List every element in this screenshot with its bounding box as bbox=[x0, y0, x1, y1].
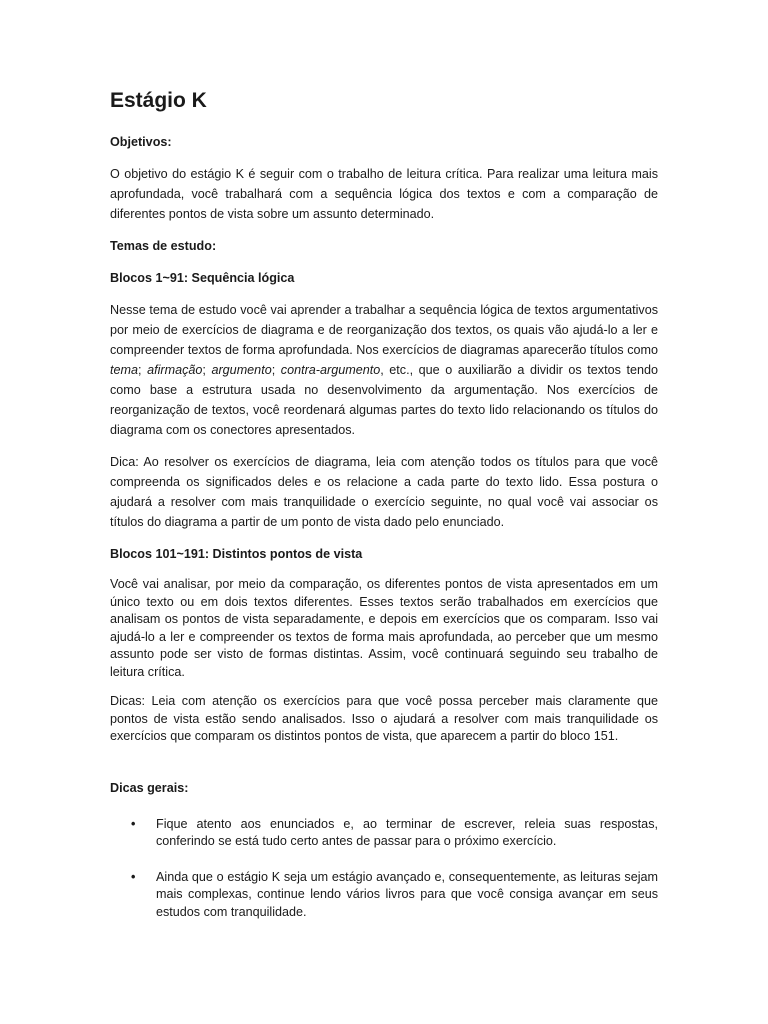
separator: ; bbox=[202, 363, 212, 377]
list-item bbox=[110, 869, 658, 922]
list-item bbox=[110, 816, 658, 851]
blocos-1-91-heading: Blocos 1~91: Sequência lógica bbox=[110, 271, 295, 285]
separator: ; bbox=[271, 363, 281, 377]
sequencia-logica-paragraph bbox=[110, 300, 658, 440]
objetivos-heading: Objetivos: bbox=[110, 135, 172, 149]
document-page bbox=[110, 88, 658, 939]
list-item-text: Ainda que o estágio K seja um estágio avançado e, consequentemente, as leituras sejam mais complexas, continue lendo vários livros para que você consiga avançar em seus estudos com tranquilidade. bbox=[156, 869, 658, 919]
blocos-101-191-heading: Blocos 101~191: Distintos pontos de vista bbox=[110, 547, 363, 561]
list-item-text: Fique atento aos enunciados e, ao terminar de escrever, releia suas respostas, conferindo se está tudo certo antes de passar para o próximo exercício. bbox=[156, 816, 658, 848]
dicas-paragraph: Dicas: Leia com atenção os exercícios para que você possa perceber mais claramente que pontos de vista estão sendo analisados. Isso o ajudará a resolver com mais tranquilidade os exercícios que comparam os distintos pontos de vista, que aparecem a partir do bloco 151. bbox=[110, 694, 658, 743]
term-tema: tema bbox=[110, 363, 138, 377]
objetivos-paragraph: O objetivo do estágio K é seguir com o trabalho de leitura crítica. Para realizar uma leitura mais aprofundada, você trabalhará com a sequência lógica dos textos e com a comparação de diferentes pontos de vista sobre um assunto determinado. bbox=[110, 167, 658, 221]
term-argumento: argumento bbox=[211, 363, 272, 377]
paragraph-text: Nesse tema de estudo você vai aprender a trabalhar a sequência lógica de textos argumentativos por meio de exercícios de diagrama e de reorganização dos textos, os quais vão ajudá-lo a ler e compreender textos de forma aprofundada. Nos exercícios de diagramas aparecerão títulos como bbox=[110, 303, 658, 357]
bullet-icon: • bbox=[131, 869, 136, 884]
bullet-icon: • bbox=[131, 816, 136, 831]
term-afirmacao: afirmação bbox=[147, 363, 203, 377]
dicas-gerais-heading: Dicas gerais: bbox=[110, 780, 189, 795]
separator: ; bbox=[138, 363, 148, 377]
paragraph-text: , etc., que o auxiliarão a dividir os textos tendo como base a estrutura usada no desenvolvimento da argumentação. Nos exercícios de reorganização de textos, você reordenará algumas partes do texto lido relacionando os títulos do diagrama com os conectores apresentados. bbox=[110, 363, 659, 437]
page-title: Estágio K bbox=[110, 89, 207, 112]
pontos-de-vista-paragraph: Você vai analisar, por meio da comparação, os diferentes pontos de vista apresentados em um único texto ou em dois textos diferentes. Esses textos serão trabalhados em exercícios que analisam os pontos de vista separadamente, e depois em exercícios que os comparam. Isso vai ajudá-lo a ler e compreender os textos de forma mais aprofundada, ao perceber que um mesmo assunto pode ser visto de formas distintas. Assim, você continuará seguindo seu trabalho de leitura crítica. bbox=[110, 577, 658, 679]
dicas-gerais-list bbox=[110, 816, 658, 922]
spacer bbox=[110, 758, 658, 778]
temas-heading: Temas de estudo: bbox=[110, 239, 217, 253]
dica-paragraph: Dica: Ao resolver os exercícios de diagrama, leia com atenção todos os títulos para que você compreenda os significados deles e os relacione a cada parte do texto lido. Essa postura o ajudará a resolver com mais tranquilidade o exercício seguinte, no qual você vai associar os títulos do diagrama a partir de um ponto de vista dado pelo enunciado. bbox=[110, 455, 658, 529]
term-contra-argumento: contra-argumento bbox=[280, 363, 381, 377]
